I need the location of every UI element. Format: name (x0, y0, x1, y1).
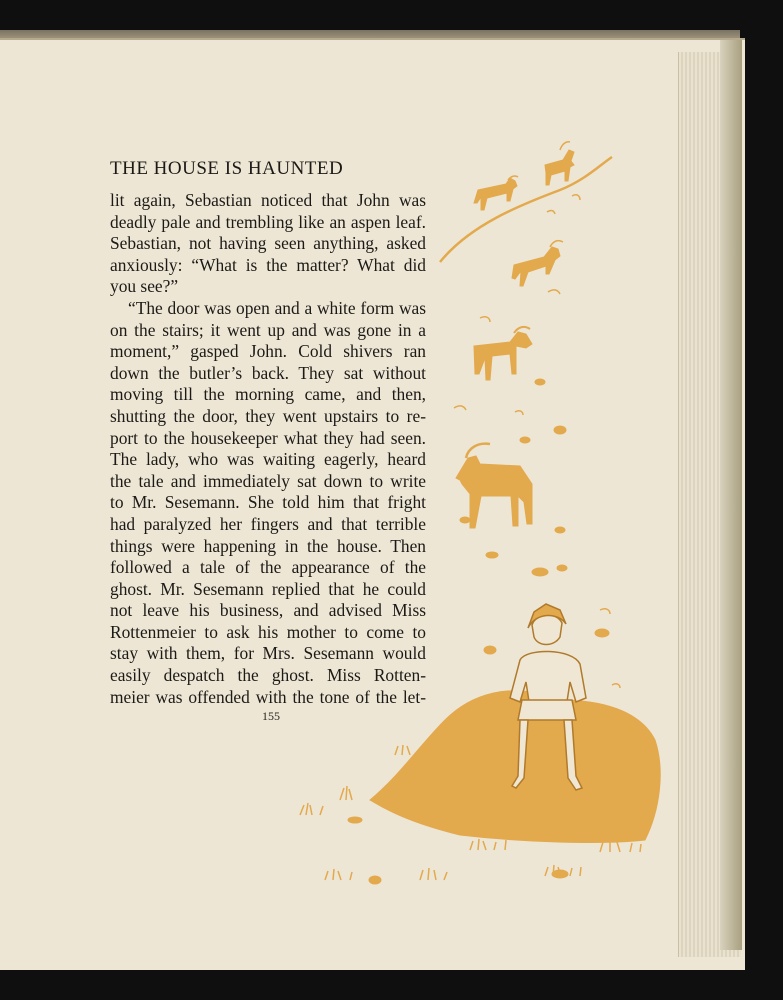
text-line: stay with them, for Mrs. Sesemann would (110, 643, 426, 664)
text-line: lit again, Sebastian noticed that John was (110, 190, 426, 210)
text-line: The lady, who was waiting eagerly, heard (110, 449, 426, 470)
goat-icon (474, 327, 532, 380)
text-line: the tale and immediately sat down to write (110, 470, 426, 491)
text-line: to Mr. Sesemann. She told him that fright (110, 492, 426, 513)
text-line: anxiously: “What is the matter? What did (110, 254, 426, 275)
text-line: moment,” gasped John. Cold shivers ran (110, 341, 426, 362)
text-line: had paralyzed her fingers and that terrible (110, 513, 426, 534)
text-line: meier was offended with the tone of the let- (110, 686, 426, 707)
text-line: easily despatch the ghost. Miss Rotten- (110, 665, 426, 686)
goat-icon (474, 176, 518, 210)
goat-icon (545, 142, 574, 185)
page-number: 155 (262, 709, 280, 723)
text-line: shutting the door, they went upstairs to re- (110, 405, 426, 426)
text-line: not leave his business, and advised Miss (110, 600, 426, 621)
ridge-line (440, 157, 612, 262)
text-line: you see?” (110, 276, 179, 297)
text-line: down the butler’s back. They sat without (110, 362, 426, 383)
text-line: moving till the morning came, and then, (110, 384, 426, 405)
rock-icon (370, 691, 660, 843)
text-line: things were happening in the house. Then (110, 535, 426, 556)
text-line: deadly pale and trembling like an aspen leaf. (110, 211, 426, 232)
text-line: on the stairs; it went up and was gone in a (110, 319, 426, 340)
text-line: followed a tale of the appearance of the (110, 557, 426, 578)
text-line: ghost. Mr. Sesemann replied that he could (110, 578, 426, 599)
text-line: Sebastian, not having seen anything, asked (110, 233, 426, 254)
text-line: port to the housekeeper what they had seen. (110, 427, 426, 448)
text-line: Rottenmeier to ask his mother to come to (110, 621, 426, 642)
goat-icon (512, 241, 563, 286)
text-line: “The door was open and a white form was (128, 297, 426, 318)
running-head: THE HOUSE IS HAUNTED (110, 158, 344, 179)
goat-icon (456, 444, 532, 528)
